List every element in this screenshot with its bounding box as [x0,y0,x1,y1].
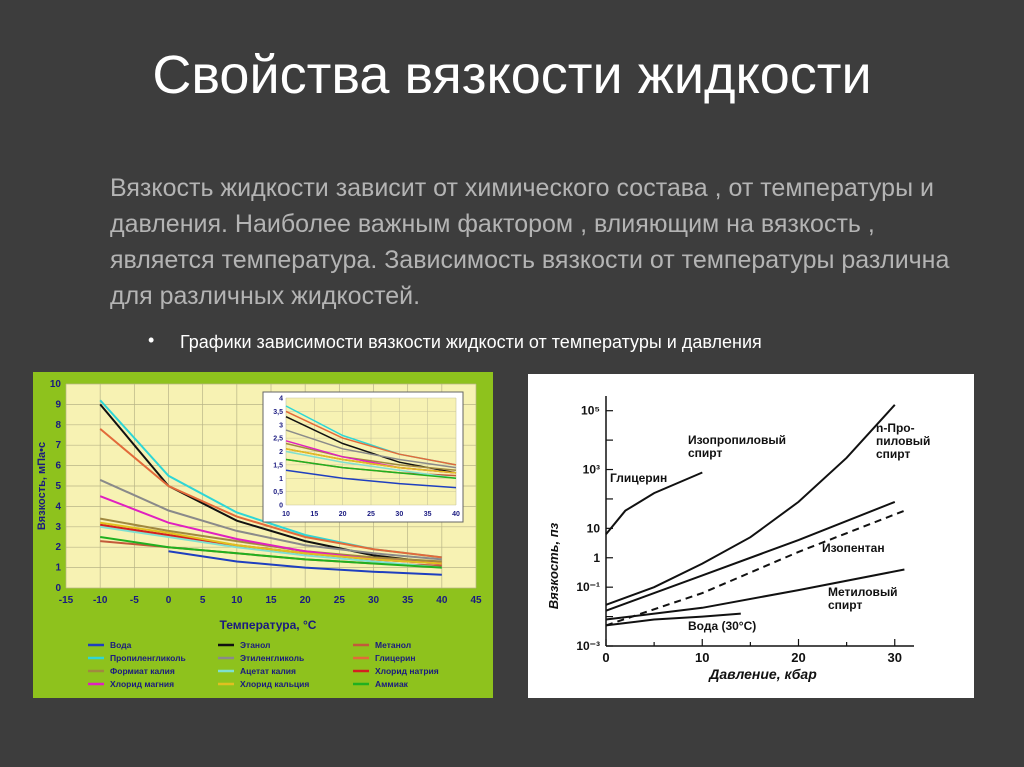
chart2-annotation-line: пиловый [876,434,931,448]
viscosity-temperature-chart [33,372,493,698]
slide-title: Свойства вязкости жидкости [152,45,872,105]
chart2-y-tick: 10⁵ [581,403,600,418]
legend-label: Этиленгликоль [240,653,305,663]
inset-y-tick: 3 [279,422,283,430]
chart1-y-tick: 5 [55,481,61,492]
chart2-annotation [688,619,756,633]
inset-y-tick: 2,5 [273,435,283,443]
chart2-annotation-line: спирт [688,446,723,460]
inset-y-tick: 0,5 [273,489,283,497]
legend-label: Метанол [375,640,412,650]
inset-x-tick: 20 [338,511,347,518]
chart1-x-tick: 10 [231,595,243,606]
inset-y-tick: 3,5 [273,408,283,416]
inset-x-tick: 30 [395,511,404,518]
chart2-y-tick: 10 [586,521,600,536]
chart1-y-tick: 6 [55,460,61,472]
inset-y-tick: 2 [279,449,283,456]
chart2-annotation-line: Изопентан [822,541,885,555]
chart2-y-tick: 10³ [582,462,600,477]
chart1-x-tick: 45 [470,595,482,606]
chart1-x-tick: 0 [165,595,172,606]
chart2-x-label: Давление, кбар [709,666,817,682]
chart2-annotation [610,471,667,485]
chart1-y-tick: 3 [55,521,61,533]
chart2-annotation-line: Вода (30°С) [688,619,757,633]
inset-x-tick: 15 [310,511,319,518]
chart1-x-tick: -10 [92,595,108,606]
chart1-y-tick: 2 [55,542,61,554]
chart2-y-label: Вязкость, пз [546,522,561,610]
viscosity-pressure-chart [528,374,974,698]
charts-subtitle: Графики зависимости вязкости жидкости от температуры и давления [180,332,762,352]
legend-label: Аммиак [375,679,408,689]
chart2-annotation-line: Изопропиловый [688,433,786,447]
legend-label: Пропиленгликоль [110,653,186,663]
chart1-x-tick: 20 [299,595,311,606]
inset-y-tick: 4 [279,395,283,403]
chart2-y-tick: 10⁻¹ [576,580,600,595]
chart2-annotation-line: спирт [876,447,911,461]
chart1-x-tick: -15 [58,595,74,606]
chart2-x-tick: 30 [887,650,902,665]
chart2-x-tick: 0 [602,650,610,665]
chart1-x-label: Температура, °C [219,618,317,632]
inset-y-tick: 1 [279,475,283,483]
inset-y-tick: 1,5 [273,462,283,470]
inset-x-tick: 35 [423,511,432,518]
chart2-annotation-line: Глицерин [610,471,668,485]
chart1-x-tick: 40 [436,595,448,606]
chart1-y-tick: 4 [55,501,61,513]
chart1-y-label: Вязкость, мПа•с [36,441,48,531]
chart1-x-tick: 15 [265,595,277,606]
legend-label: Хлорид кальция [240,679,310,689]
legend-label: Ацетат калия [240,666,296,676]
body-paragraph: Вязкость жидкости зависит от химического состава , от температуры и давления. Наиболее важным фактором , влияющим на вязкость , является температура. Зависимость вязкости от температуры различна для различных жидкостей. [110,174,950,310]
legend-label: Хлорид натрия [375,666,439,676]
legend-label: Вода [110,640,132,650]
chart1-x-tick: 35 [402,595,414,606]
inset-y-tick: 0 [279,502,283,510]
chart1-x-tick: 5 [199,595,206,606]
inset-x-tick: 10 [282,511,290,518]
chart2-x-tick: 20 [791,650,806,665]
legend-label: Глицерин [375,653,416,663]
legend-label: Формиат калия [110,666,175,676]
chart1-y-tick: 10 [49,379,61,390]
inset-x-tick: 40 [452,511,460,518]
chart2-annotation-line: n-Про- [876,421,915,435]
chart2-annotation [822,541,885,555]
chart1-y-tick: 8 [55,419,61,431]
chart2-y-tick: 1 [593,550,600,565]
chart1-y-tick: 1 [55,562,61,574]
legend-label: Этанол [240,640,271,650]
legend-label: Хлорид магния [110,679,175,689]
chart1-x-tick: -5 [129,595,139,606]
sub-bullet-marker: • [148,330,155,350]
inset-x-tick: 25 [367,511,375,518]
chart1-y-tick: 0 [55,583,61,594]
chart2-x-tick: 10 [695,650,710,665]
chart2-y-tick: 10⁻³ [576,639,600,653]
chart1-x-tick: 25 [333,595,345,606]
chart1-y-tick: 9 [55,399,61,411]
chart1-y-tick: 7 [55,440,61,452]
chart2-annotation-line: спирт [828,598,863,612]
chart2-annotation-line: Метиловый [828,585,898,599]
chart1-x-tick: 30 [367,595,380,606]
